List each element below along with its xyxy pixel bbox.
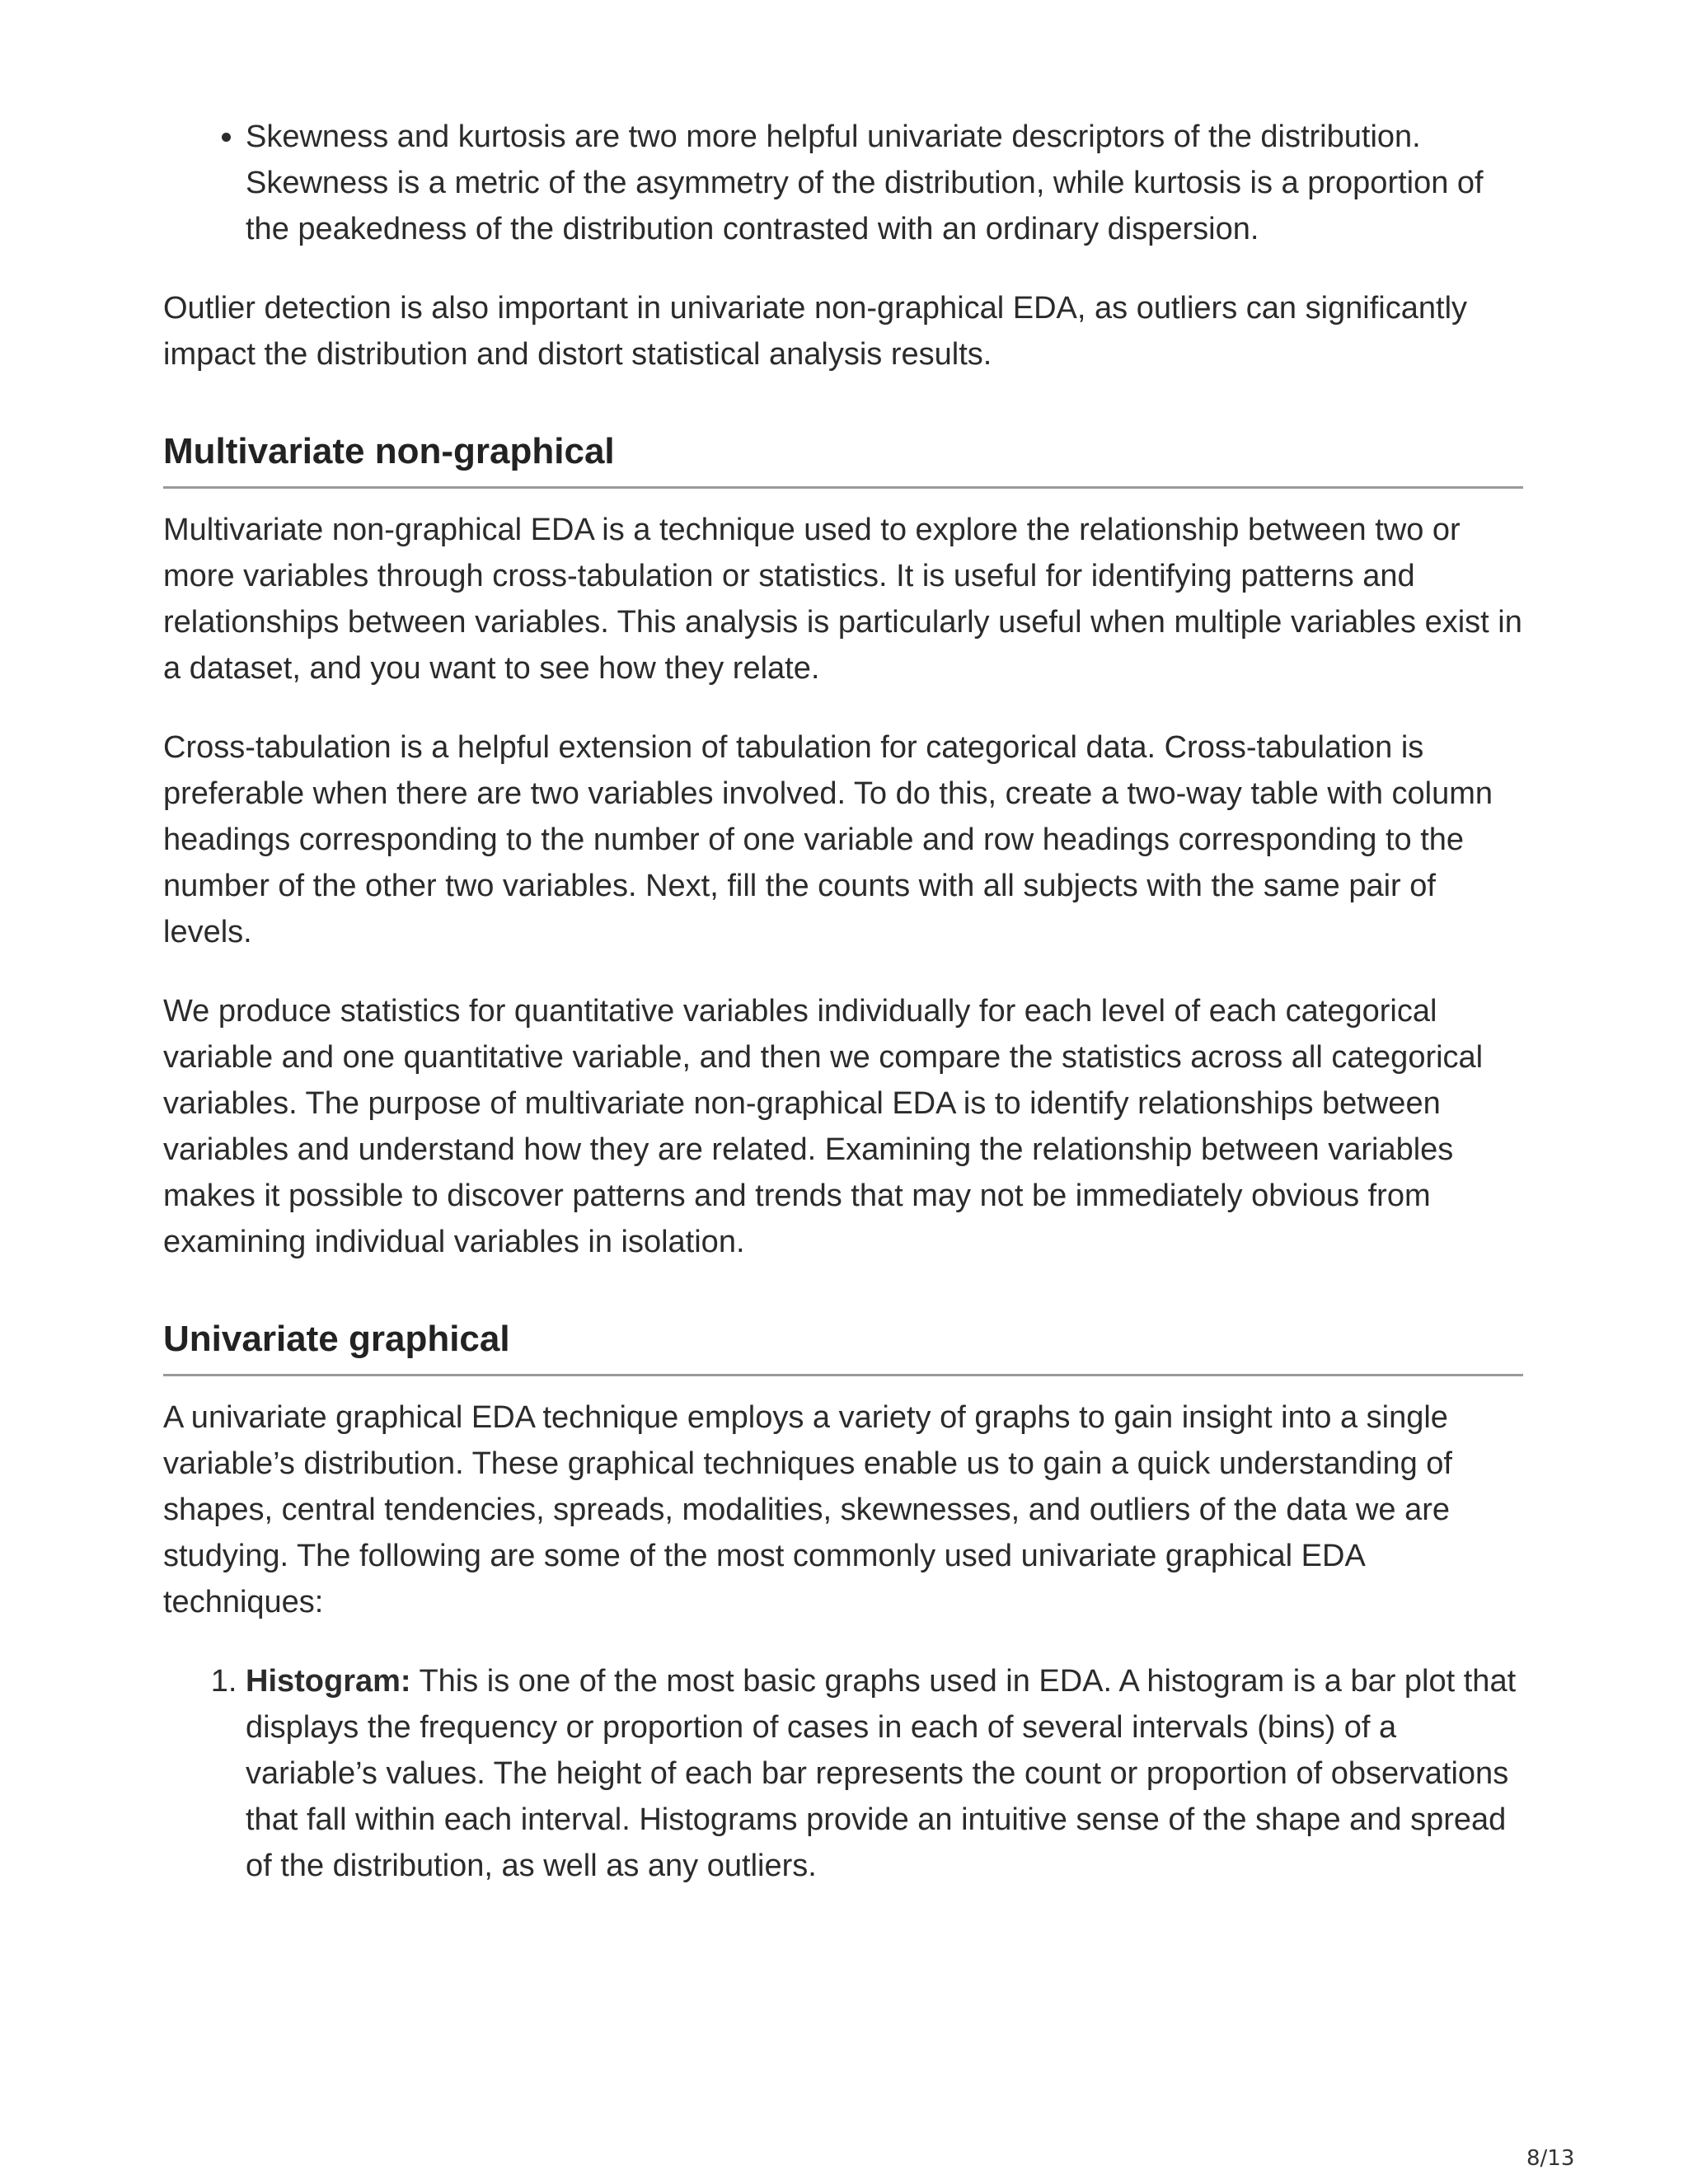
article-body (163, 114, 1523, 1922)
descriptor-bullet-list (163, 114, 1523, 252)
histogram-description: This is one of the most basic graphs used in EDA. A histogram is a bar plot that displays the frequency or proportion of cases in each of several intervals (bins) of a variable’s values. The height of each bar represents the count or proportion of observations that fall within each interval. Histograms provide an intuitive sense of the shape and spread of the distribution, as well as any outliers. (246, 1664, 1517, 1883)
statistics-paragraph: We produce statistics for quantitative variables individually for each level of each categorical variable and one quantitative variable, and then we compare the statistics across all categorical variables. The purpose of multivariate non-graphical EDA is to identify relationships between variables and understand how they are related. Examining the relationship between variables makes it possible to discover patterns and trends that may not be immediately obvious from examining individual variables in isolation. (163, 994, 1484, 1259)
page-number: 8/13 (1526, 2146, 1575, 2171)
outlier-paragraph: Outlier detection is also important in univariate non-graphical EDA, as outliers can significantly impact the distribution and distort statistical analysis results. (163, 291, 1468, 372)
technique-ordered-list (163, 1658, 1523, 1889)
list-item (246, 1658, 1523, 1889)
list-item: • Skewness and kurtosis are two more helpful univariate descriptors of the distribution. Skewness is a metric of the asymmetry of the distribution, while kurtosis is a proportion of the peakedness of the distribution contrasted with an ordinary dispersion. (246, 114, 1523, 252)
multivariate-intro-paragraph: Multivariate non-graphical EDA is a technique used to explore the relationship between two or more variables through cross-tabulation or statistics. It is useful for identifying patterns and relationships between variables. This analysis is particularly useful when multiple variables exist in a dataset, and you want to see how they relate. (163, 513, 1522, 686)
section-heading-multivariate-non-graphical: Multivariate non-graphical (163, 429, 1523, 489)
univariate-graphical-paragraph: A univariate graphical EDA technique employs a variety of graphs to gain insight into a single variable’s distribution. These graphical techniques enable us to gain a quick understanding of shapes, central tendencies, spreads, modalities, skewnesses, and outliers of the data we are studying. The following are some of the most commonly used univariate graphical EDA techniques: (163, 1400, 1452, 1619)
section-heading-univariate-graphical: Univariate graphical (163, 1316, 1523, 1376)
histogram-term: Histogram: (246, 1664, 411, 1699)
cross-tabulation-paragraph: Cross-tabulation is a helpful extension of tabulation for categorical data. Cross-tabulation is preferable when there are two variables involved. To do this, create a two-way table with column headings corresponding to the number of one variable and row headings corresponding to the number of the other two variables. Next, fill the counts with all subjects with the same pair of levels. (163, 730, 1493, 949)
